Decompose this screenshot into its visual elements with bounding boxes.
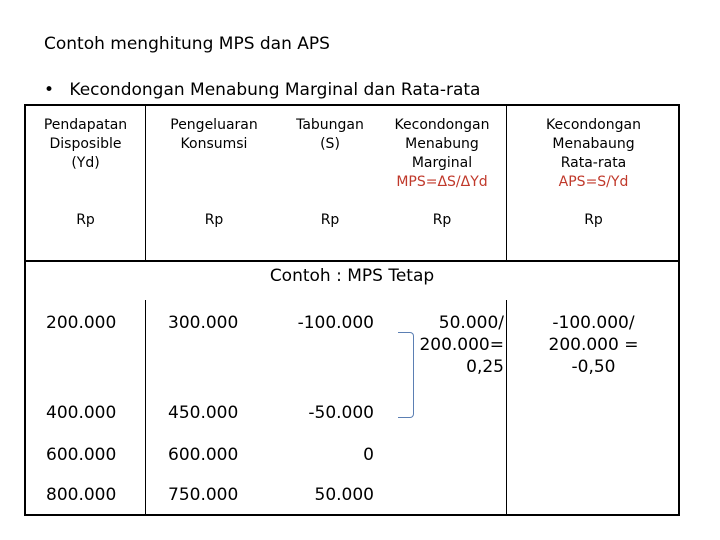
header-divider [26, 260, 678, 262]
row1-yd: 200.000 [46, 313, 117, 333]
header-consumption [146, 116, 282, 154]
header-saving-line1: Tabungan [296, 117, 364, 133]
mps-calc-line1: 50.000/ [438, 313, 504, 333]
header-saving [282, 116, 378, 154]
header-aps-line3: Rata-rata [560, 155, 627, 171]
mps-aps-table [24, 104, 680, 516]
row2-s: -50.000 [308, 403, 374, 423]
row2-c: 450.000 [168, 403, 239, 423]
header-aps-line1: Kecondongan [546, 117, 641, 133]
header-yd-line1: Pendapatan [43, 117, 128, 133]
header-aps-formula: APS=S/Yd [558, 174, 629, 190]
unit-saving: Rp [320, 212, 340, 228]
row1-c: 300.000 [168, 313, 239, 333]
row4-yd: 800.000 [46, 485, 117, 505]
header-consumption-line1: Pengeluaran [170, 117, 258, 133]
row4-s: 50.000 [314, 485, 374, 505]
aps-calc-line2: 200.000 = [548, 335, 639, 355]
bullet-dot-icon: • [44, 80, 55, 100]
header-mps-formula: MPS=ΔS/ΔYd [396, 174, 488, 190]
bullet-text: Kecondongan Menabung Marginal dan Rata-rata [69, 80, 481, 100]
header-mps-line1: Kecondongan [394, 117, 490, 133]
row3-c: 600.000 [168, 445, 239, 465]
row3-yd: 600.000 [46, 445, 117, 465]
header-saving-line2: (S) [320, 136, 340, 152]
aps-calc-result: -0,50 [571, 357, 616, 377]
unit-mps: Rp [432, 212, 452, 228]
bracket-icon [398, 332, 414, 418]
mps-calculation [378, 312, 504, 378]
header-mps [378, 116, 506, 192]
unit-aps: Rp [584, 212, 603, 228]
mps-calc-line2: 200.000= [419, 335, 504, 355]
bullet-heading [44, 80, 480, 100]
unit-yd: Rp [76, 212, 95, 228]
header-mps-line3: Marginal [411, 155, 473, 171]
header-consumption-line2: Konsumsi [180, 136, 248, 152]
mps-calc-result: 0,25 [466, 357, 504, 377]
col-divider-1-bottom [145, 300, 146, 516]
section-label: Contoh : MPS Tetap [269, 266, 435, 286]
unit-consumption: Rp [204, 212, 224, 228]
page-title: Contoh menghitung MPS dan APS [44, 34, 330, 54]
row3-s: 0 [363, 445, 374, 465]
aps-calculation [507, 312, 680, 378]
header-aps-line2: Menabaung [552, 136, 635, 152]
header-aps [507, 116, 680, 192]
header-mps-line2: Menabung [405, 136, 479, 152]
header-yd [26, 116, 145, 173]
row1-s: -100.000 [297, 313, 374, 333]
header-yd-line3: (Yd) [71, 155, 100, 171]
header-yd-line2: Disposible [49, 136, 122, 152]
aps-calc-line1: -100.000/ [552, 313, 635, 333]
row4-c: 750.000 [168, 485, 239, 505]
row2-yd: 400.000 [46, 403, 117, 423]
